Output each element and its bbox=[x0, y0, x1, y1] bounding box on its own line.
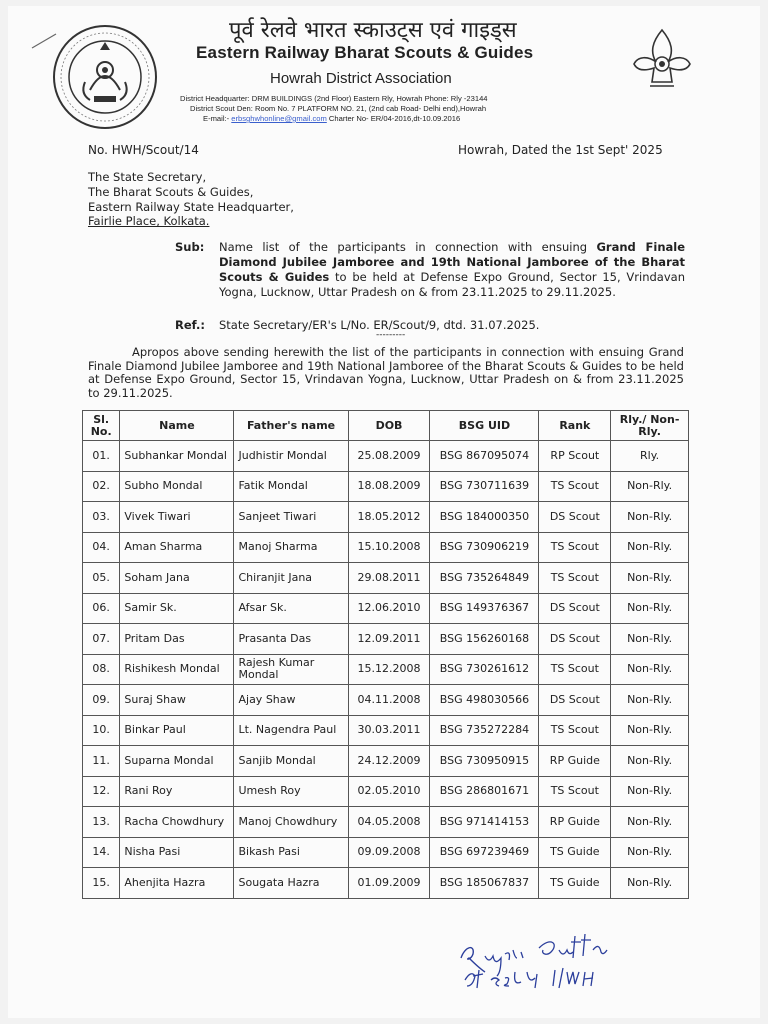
cell-fathers-name: Bikash Pasi bbox=[234, 837, 348, 868]
cell-fathers-name: Lt. Nagendra Paul bbox=[234, 715, 348, 746]
cell-bsg-uid: BSG 971414153 bbox=[430, 807, 539, 838]
table-row bbox=[83, 715, 689, 746]
participants-table bbox=[82, 410, 689, 899]
railway-scouts-emblem-icon bbox=[50, 22, 160, 132]
cell-rank: TS Scout bbox=[539, 563, 611, 594]
cell-rly-status: Non-Rly. bbox=[611, 868, 689, 899]
cell-rly-status: Non-Rly. bbox=[611, 471, 689, 502]
cell-dob: 18.08.2009 bbox=[348, 471, 430, 502]
cell-name: Suraj Shaw bbox=[120, 685, 234, 716]
cell-bsg-uid: BSG 286801671 bbox=[430, 776, 539, 807]
letter-date: Howrah, Dated the 1st Sept' 2025 bbox=[458, 143, 663, 157]
cell-fathers-name: Prasanta Das bbox=[234, 624, 348, 655]
cell-rank: TS Scout bbox=[539, 532, 611, 563]
cell-rank: RP Guide bbox=[539, 746, 611, 777]
cell-sl-no: 13. bbox=[83, 807, 120, 838]
cell-fathers-name: Sougata Hazra bbox=[234, 868, 348, 899]
cell-dob: 04.11.2008 bbox=[348, 685, 430, 716]
cell-rank: DS Scout bbox=[539, 624, 611, 655]
cell-bsg-uid: BSG 498030566 bbox=[430, 685, 539, 716]
header-sl-no: Sl. No. bbox=[83, 411, 120, 441]
hindi-title: पूर्व रेलवे भारत स्काउट्स एवं गाइड्स bbox=[229, 18, 517, 43]
cell-name: Vivek Tiwari bbox=[120, 502, 234, 533]
cell-dob: 15.10.2008 bbox=[348, 532, 430, 563]
reference-label: Ref.: bbox=[175, 318, 205, 332]
cell-name: Soham Jana bbox=[120, 563, 234, 594]
table-row bbox=[83, 807, 689, 838]
cell-sl-no: 02. bbox=[83, 471, 120, 502]
cell-bsg-uid: BSG 735272284 bbox=[430, 715, 539, 746]
cell-rank: TS Guide bbox=[539, 868, 611, 899]
cell-rly-status: Non-Rly. bbox=[611, 563, 689, 594]
cell-bsg-uid: BSG 730906219 bbox=[430, 532, 539, 563]
cell-fathers-name: Rajesh Kumar Mondal bbox=[234, 654, 348, 685]
cell-fathers-name: Fatik Mondal bbox=[234, 471, 348, 502]
table-row bbox=[83, 776, 689, 807]
handwritten-signature bbox=[455, 928, 645, 992]
cell-dob: 25.08.2009 bbox=[348, 441, 430, 472]
cell-rly-status: Non-Rly. bbox=[611, 807, 689, 838]
separator: --------- bbox=[376, 330, 406, 340]
organization-title: Eastern Railway Bharat Scouts & Guides bbox=[196, 43, 534, 62]
cell-dob: 02.05.2010 bbox=[348, 776, 430, 807]
headquarter-line: District Headquarter: DRM BUILDINGS (2nd Floor) Eastern Rly, Howrah Phone: Rly -23144 bbox=[180, 94, 488, 103]
cell-bsg-uid: BSG 156260168 bbox=[430, 624, 539, 655]
cell-fathers-name: Sanjeet Tiwari bbox=[234, 502, 348, 533]
cell-fathers-name: Umesh Roy bbox=[234, 776, 348, 807]
cell-sl-no: 14. bbox=[83, 837, 120, 868]
table-row bbox=[83, 471, 689, 502]
cell-bsg-uid: BSG 149376367 bbox=[430, 593, 539, 624]
cell-bsg-uid: BSG 735264849 bbox=[430, 563, 539, 594]
cell-rank: RP Guide bbox=[539, 807, 611, 838]
email-link[interactable]: erbsghwhonline@gmail.com bbox=[231, 114, 327, 123]
body-paragraph: Apropos above sending herewith the list of the participants in connection with ensuing Grand Finale Diamond Jubilee Jamboree and 19th National Jamboree of the Bharat Scouts & Guides to be held at Defense Expo Ground, Sector 15, Vrindavan Yogna, Lucknow, Uttar Pradesh on & from 23.11.2025 to 29.11.2025. bbox=[88, 345, 684, 400]
cell-name: Ahenjita Hazra bbox=[120, 868, 234, 899]
cell-dob: 30.03.2011 bbox=[348, 715, 430, 746]
association-name: Howrah District Association bbox=[270, 70, 452, 87]
cell-bsg-uid: BSG 184000350 bbox=[430, 502, 539, 533]
header-name: Name bbox=[120, 411, 234, 441]
table-header-row bbox=[83, 411, 689, 441]
table-row bbox=[83, 685, 689, 716]
header-rank: Rank bbox=[539, 411, 611, 441]
letter-reference-number: No. HWH/Scout/14 bbox=[88, 143, 199, 157]
cell-name: Subho Mondal bbox=[120, 471, 234, 502]
cell-fathers-name: Judhistir Mondal bbox=[234, 441, 348, 472]
cell-sl-no: 06. bbox=[83, 593, 120, 624]
cell-sl-no: 04. bbox=[83, 532, 120, 563]
cell-rank: TS Scout bbox=[539, 471, 611, 502]
cell-fathers-name: Chiranjit Jana bbox=[234, 563, 348, 594]
address-line-2: The Bharat Scouts & Guides, bbox=[88, 185, 254, 199]
cell-fathers-name: Ajay Shaw bbox=[234, 685, 348, 716]
cell-fathers-name: Manoj Sharma bbox=[234, 532, 348, 563]
header-dob: DOB bbox=[348, 411, 430, 441]
cell-dob: 12.06.2010 bbox=[348, 593, 430, 624]
cell-fathers-name: Sanjib Mondal bbox=[234, 746, 348, 777]
address-line-3: Eastern Railway State Headquarter, bbox=[88, 200, 294, 214]
cell-sl-no: 10. bbox=[83, 715, 120, 746]
cell-name: Racha Chowdhury bbox=[120, 807, 234, 838]
cell-bsg-uid: BSG 867095074 bbox=[430, 441, 539, 472]
fleur-de-lis-icon bbox=[626, 26, 698, 98]
cell-rank: TS Guide bbox=[539, 837, 611, 868]
subject-part-1: Name list of the participants in connection with ensuing bbox=[219, 240, 597, 254]
cell-rank: DS Scout bbox=[539, 593, 611, 624]
subject-event-name: Grand Finale Diamond Jubilee Jamboree and 19th National Jamboree of the Bharat Scouts & Guides bbox=[219, 240, 686, 284]
cell-dob: 09.09.2008 bbox=[348, 837, 430, 868]
cell-rly-status: Non-Rly. bbox=[611, 776, 689, 807]
cell-bsg-uid: BSG 730950915 bbox=[430, 746, 539, 777]
table-row bbox=[83, 654, 689, 685]
cell-rly-status: Rly. bbox=[611, 441, 689, 472]
cell-dob: 01.09.2009 bbox=[348, 868, 430, 899]
cell-bsg-uid: BSG 730711639 bbox=[430, 471, 539, 502]
header-fathers-name: Father's name bbox=[234, 411, 348, 441]
email-line bbox=[203, 114, 460, 123]
cell-fathers-name: Manoj Chowdhury bbox=[234, 807, 348, 838]
table-row bbox=[83, 593, 689, 624]
table-row bbox=[83, 624, 689, 655]
cell-rly-status: Non-Rly. bbox=[611, 746, 689, 777]
cell-rank: DS Scout bbox=[539, 685, 611, 716]
cell-name: Binkar Paul bbox=[120, 715, 234, 746]
reference-text: State Secretary/ER's L/No. ER/Scout/9, dtd. 31.07.2025. bbox=[219, 318, 540, 332]
cell-rank: TS Scout bbox=[539, 715, 611, 746]
cell-name: Nisha Pasi bbox=[120, 837, 234, 868]
scout-den-line: District Scout Den: Room No. 7 PLATFORM NO. 21, (2nd cab Road- Delhi end),Howrah bbox=[190, 104, 487, 113]
header-rly-non-rly: Rly./ Non-Rly. bbox=[611, 411, 689, 441]
cell-sl-no: 08. bbox=[83, 654, 120, 685]
cell-sl-no: 15. bbox=[83, 868, 120, 899]
cell-rank: TS Scout bbox=[539, 654, 611, 685]
table-row bbox=[83, 746, 689, 777]
address-line-1: The State Secretary, bbox=[88, 170, 207, 184]
cell-rly-status: Non-Rly. bbox=[611, 715, 689, 746]
cell-bsg-uid: BSG 730261612 bbox=[430, 654, 539, 685]
table-row bbox=[83, 563, 689, 594]
table-row bbox=[83, 868, 689, 899]
cell-name: Aman Sharma bbox=[120, 532, 234, 563]
cell-sl-no: 03. bbox=[83, 502, 120, 533]
cell-fathers-name: Afsar Sk. bbox=[234, 593, 348, 624]
cell-name: Rishikesh Mondal bbox=[120, 654, 234, 685]
address-line-4: Fairlie Place, Kolkata. bbox=[88, 214, 210, 228]
cell-bsg-uid: BSG 697239469 bbox=[430, 837, 539, 868]
cell-dob: 04.05.2008 bbox=[348, 807, 430, 838]
cell-sl-no: 05. bbox=[83, 563, 120, 594]
cell-rly-status: Non-Rly. bbox=[611, 837, 689, 868]
charter-number: Charter No- ER/04-2016,dt-10.09.2016 bbox=[328, 114, 461, 123]
cell-rank: DS Scout bbox=[539, 502, 611, 533]
cell-rly-status: Non-Rly. bbox=[611, 624, 689, 655]
cell-sl-no: 11. bbox=[83, 746, 120, 777]
cell-dob: 29.08.2011 bbox=[348, 563, 430, 594]
subject-label: Sub: bbox=[175, 240, 205, 254]
cell-dob: 15.12.2008 bbox=[348, 654, 430, 685]
cell-rly-status: Non-Rly. bbox=[611, 654, 689, 685]
subject-text bbox=[219, 240, 685, 300]
cell-rly-status: Non-Rly. bbox=[611, 593, 689, 624]
subject-part-2: to be held at Defense Expo Ground, Sector 15, Vrindavan Yogna, Lucknow, Uttar Pradesh on & from 23.11.2025 to 29.11.2025. bbox=[219, 270, 685, 299]
cell-rank: RP Scout bbox=[539, 441, 611, 472]
cell-sl-no: 12. bbox=[83, 776, 120, 807]
email-label: E-mail:- bbox=[203, 114, 230, 123]
table-row bbox=[83, 441, 689, 472]
table-row bbox=[83, 532, 689, 563]
cell-name: Rani Roy bbox=[120, 776, 234, 807]
header-bsg-uid: BSG UID bbox=[430, 411, 539, 441]
cell-name: Pritam Das bbox=[120, 624, 234, 655]
table-row bbox=[83, 502, 689, 533]
cell-name: Samir Sk. bbox=[120, 593, 234, 624]
cell-dob: 24.12.2009 bbox=[348, 746, 430, 777]
cell-rank: TS Scout bbox=[539, 776, 611, 807]
cell-dob: 12.09.2011 bbox=[348, 624, 430, 655]
cell-rly-status: Non-Rly. bbox=[611, 685, 689, 716]
cell-rly-status: Non-Rly. bbox=[611, 532, 689, 563]
cell-rly-status: Non-Rly. bbox=[611, 502, 689, 533]
cell-dob: 18.05.2012 bbox=[348, 502, 430, 533]
cell-name: Suparna Mondal bbox=[120, 746, 234, 777]
cell-name: Subhankar Mondal bbox=[120, 441, 234, 472]
cell-sl-no: 07. bbox=[83, 624, 120, 655]
cell-bsg-uid: BSG 185067837 bbox=[430, 868, 539, 899]
cell-sl-no: 01. bbox=[83, 441, 120, 472]
cell-sl-no: 09. bbox=[83, 685, 120, 716]
table-row bbox=[83, 837, 689, 868]
